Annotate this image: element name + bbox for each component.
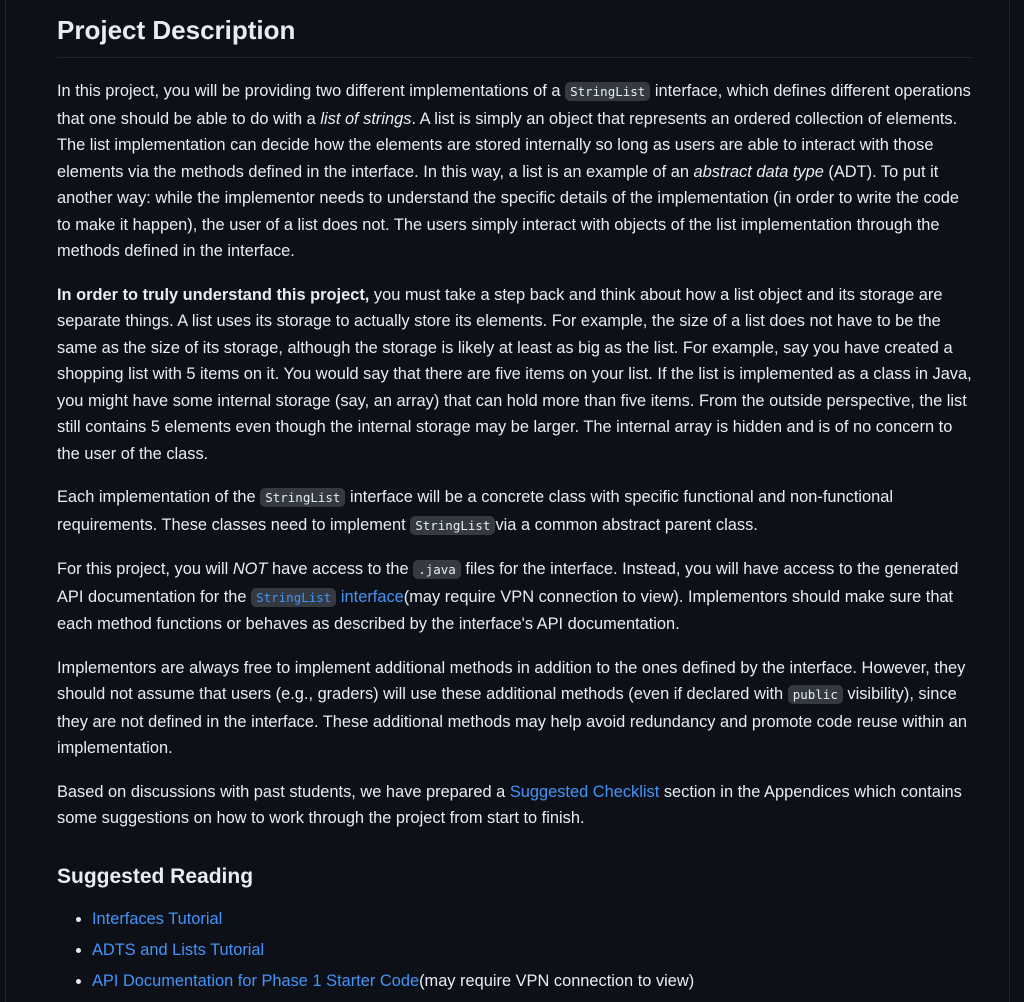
list-item: • API Documentation for Phase 1 Starter Code(may require VPN connection to view)	[92, 966, 972, 997]
paragraph-storage: In order to truly understand this project, you must take a step back and think about how a list object and its storage are separate things. A list uses its storage to actually store its elements. For example, the size of a list does not have to be the same as the size of its storage, although the storage is likely at least as big as the list. For example, say you have created a shopping list with 5 items on it. You would say that there are five items on your list. If the list is implemented as a class in Java, you might have some internal storage (say, an array) that can hold more than five items. From the outside perspective, the list still contains 5 elements even though the internal storage may be larger. The internal array is hidden and is of no concern to the user of the class.	[57, 285, 972, 463]
inline-code-stringlist: StringList	[565, 82, 650, 101]
inline-code-stringlist: StringList	[410, 516, 495, 535]
paragraph-additional-methods: Implementors are always free to implement additional methods in addition to the ones defined by the interface. However, they should not assume that users (e.g., graders) will use these additional methods (even if declared with public visibility), since they are not defined in the interface. These additional methods may help avoid redundancy and promote code reuse within an implementation.	[57, 658, 967, 757]
paragraph-api-docs: For this project, you will NOT have access to the .java files for the interface. Instead, you will have access to the generated API documentation for the StringList interface(may require VPN connection to view). Implementors should make sure that each method functions or behaves as described by the interface's API documentation.	[57, 560, 959, 633]
interfaces-tutorial-link[interactable]: Interfaces Tutorial	[92, 909, 223, 928]
paragraph-checklist: Based on discussions with past students, we have prepared a Suggested Checklist section in the Appendices which contains some suggestions on how to work through the project from start to finish.	[57, 782, 962, 827]
inline-code-stringlist: StringList	[260, 488, 345, 507]
list-item	[92, 904, 972, 935]
inline-code-stringlist-link[interactable]: StringList	[251, 588, 336, 607]
list-item	[92, 935, 972, 966]
adts-lists-tutorial-link[interactable]: ADTS and Lists Tutorial	[92, 940, 265, 959]
left-border	[0, 0, 6, 1002]
interface-link[interactable]: interface	[340, 587, 404, 606]
suggested-reading-list	[57, 904, 972, 997]
scrollbar-track[interactable]	[1009, 0, 1024, 1002]
readme-content	[57, 0, 972, 997]
stringlist-code-link	[251, 588, 336, 606]
api-documentation-link[interactable]: API Documentation for Phase 1 Starter Code	[92, 971, 420, 990]
inline-code-java: .java	[413, 560, 461, 579]
suggested-reading-heading: Suggested Reading	[57, 864, 254, 888]
inline-code-public: public	[788, 685, 843, 704]
paragraph-intro: In this project, you will be providing two different implementations of a StringList interface, which defines different operations that one should be able to do with a list of strings. A list is simply an object that represents an ordered collection of elements. The list implementation can decide how the elements are stored internally so long as users are able to interact with those elements via the methods defined in the interface. In this way, a list is an example of an abstract data type (ADT). To put it another way: while the implementor needs to understand the specific details of the implementation (in order to write the code to make it happen), the user of a list does not. The users simply interact with objects of the list implementation through the methods defined in the interface.	[57, 82, 971, 260]
page-title: Project Description	[57, 12, 972, 58]
paragraph-implementations: Each implementation of the StringList interface will be a concrete class with specific functional and non-functional requirements. These classes need to implement StringList via a common abstract parent class.	[57, 488, 894, 534]
suggested-checklist-link[interactable]: Suggested Checklist	[509, 782, 660, 801]
